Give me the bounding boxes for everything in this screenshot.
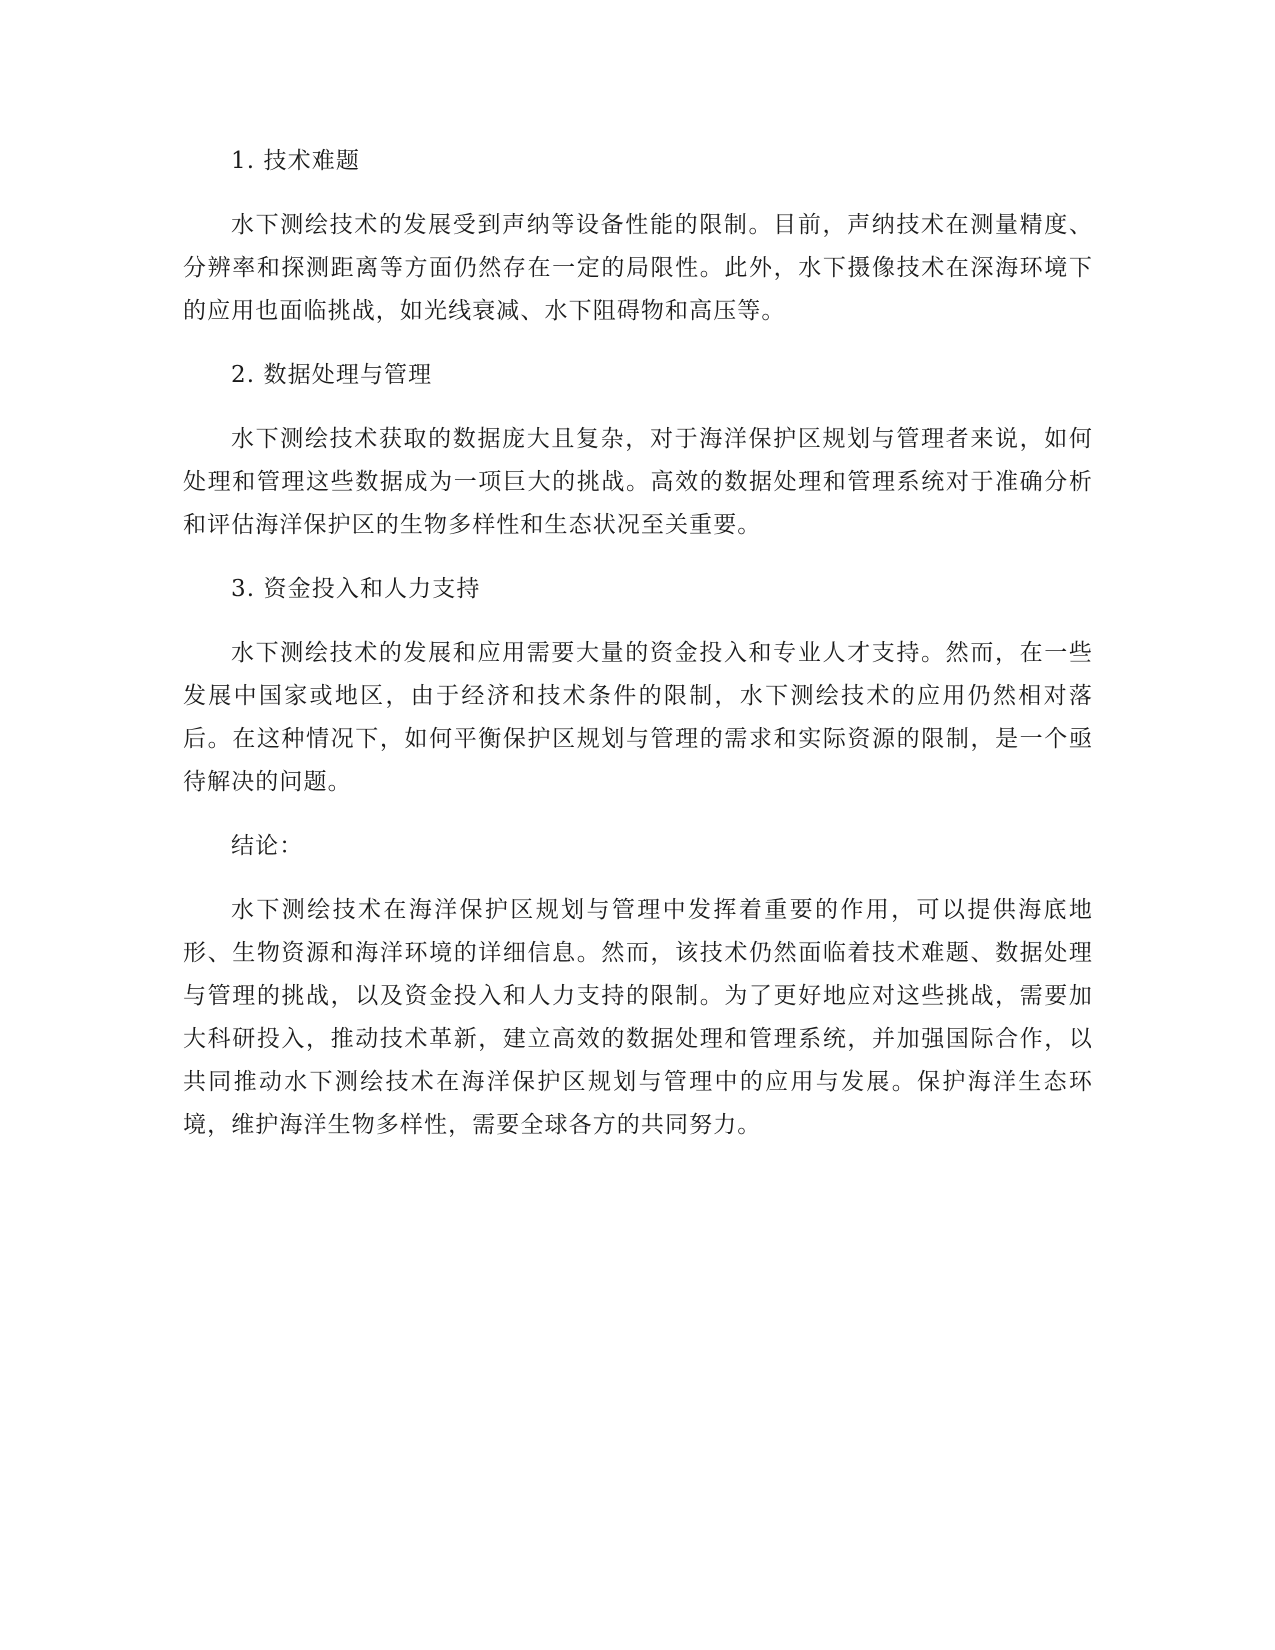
section-3-paragraph: 水下测绘技术的发展和应用需要大量的资金投入和专业人才支持。然而，在一些发展中国家或地区，由于经济和技术条件的限制，水下测绘技术的应用仍然相对落后。在这种情况下，如何平衡保护区规划与管理的需求和实际资源的限制，是一个亟待解决的问题。 (183, 640, 1093, 795)
section-3-heading: 3. 资金投入和人力支持 (231, 576, 481, 602)
conclusion-heading: 结论： (231, 833, 304, 859)
conclusion-paragraph: 水下测绘技术在海洋保护区规划与管理中发挥着重要的作用，可以提供海底地形、生物资源和海洋环境的详细信息。然而，该技术仍然面临着技术难题、数据处理与管理的挑战，以及资金投入和人力支持的限制。为了更好地应对这些挑战，需要加大科研投入，推动技术革新，建立高效的数据处理和管理系统，并加强国际合作，以共同推动水下测绘技术在海洋保护区规划与管理中的应用与发展。保护海洋生态环境，维护海洋生物多样性，需要全球各方的共同努力。 (183, 897, 1093, 1138)
section-2-paragraph: 水下测绘技术获取的数据庞大且复杂，对于海洋保护区规划与管理者来说，如何处理和管理这些数据成为一项巨大的挑战。高效的数据处理和管理系统对于准确分析和评估海洋保护区的生物多样性和生态状况至关重要。 (183, 426, 1093, 538)
section-2-heading: 2. 数据处理与管理 (231, 362, 433, 388)
section-1-paragraph: 水下测绘技术的发展受到声纳等设备性能的限制。目前，声纳技术在测量精度、分辨率和探测距离等方面仍然存在一定的局限性。此外，水下摄像技术在深海环境下的应用也面临挑战，如光线衰减、水下阻碍物和高压等。 (183, 212, 1093, 324)
section-1-heading: 1. 技术难题 (231, 148, 360, 174)
document-body (183, 140, 1093, 1168)
